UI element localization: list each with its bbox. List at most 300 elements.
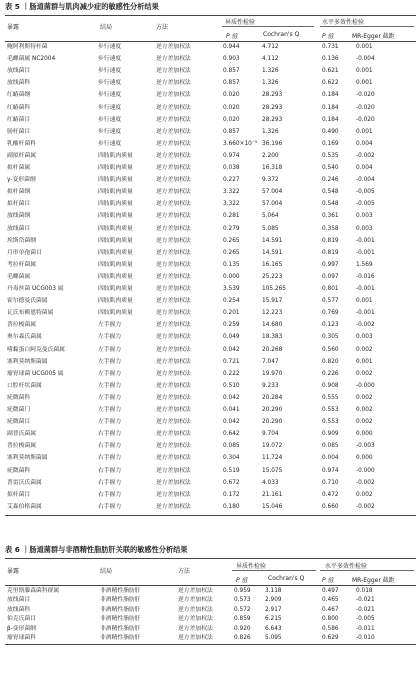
cell-method: 逆方差加权法 <box>156 225 191 232</box>
cell-q: 19.072 <box>262 443 283 450</box>
table5-bottom-rule <box>5 515 416 516</box>
table-row <box>0 140 419 149</box>
cell-egger: 0.001 <box>356 68 373 75</box>
cell-egger: 0.001 <box>356 44 373 50</box>
cell-p2: 0.710 <box>322 479 339 486</box>
cell-exposure: 埃斯岱菌纲 <box>7 237 36 244</box>
cell-q: 5.085 <box>262 225 279 232</box>
t6-header-heterogeneity: 异质性检验 <box>236 563 267 570</box>
cell-outcome: 四肢肌肉质量 <box>98 273 133 280</box>
cell-p2: 0.819 <box>322 249 339 256</box>
table-row <box>0 176 419 185</box>
cell-egger: -0.002 <box>356 152 375 159</box>
cell-method: 逆方差加权法 <box>156 455 191 462</box>
cell-q: 20.290 <box>262 407 283 413</box>
cell-egger: -0.000 <box>356 467 375 474</box>
cell-method: 逆方差加权法 <box>156 358 191 365</box>
cell-q: 14.591 <box>262 237 283 244</box>
table-row <box>0 188 419 197</box>
cell-method: 逆方差加权法 <box>156 394 191 401</box>
cell-q: 14.591 <box>262 249 283 256</box>
table-row <box>0 273 419 282</box>
cell-outcome: 左手握力 <box>98 394 122 401</box>
table-row <box>0 152 419 161</box>
table-row <box>0 615 419 624</box>
cell-exposure: 副拟杆菌属 <box>7 152 36 159</box>
table-row <box>0 116 419 125</box>
table-row <box>0 430 419 439</box>
table-row <box>0 164 419 173</box>
table-row <box>0 225 419 234</box>
cell-exposure: β-变形菌纲 <box>7 625 36 632</box>
cell-exposure: 瘤胃球菌科 <box>7 635 36 641</box>
table-row <box>0 358 419 367</box>
cell-p2: 0.540 <box>322 165 339 171</box>
cell-p: 0.135 <box>223 261 240 268</box>
cell-p: 3.660×10⁻⁵ <box>223 140 258 147</box>
cell-outcome: 四肢肌肉质量 <box>98 165 133 171</box>
cell-egger: -0.020 <box>356 92 375 99</box>
cell-p2: 0.085 <box>322 443 339 450</box>
table-row <box>0 79 419 88</box>
cell-exposure: 口腔杆状菌属 <box>7 382 42 389</box>
cell-q: 5.064 <box>262 213 279 220</box>
cell-outcome: 步行速度 <box>98 56 122 63</box>
cell-q: 18.383 <box>262 334 283 341</box>
cell-outcome: 非酒精性脂肪肝 <box>100 625 141 632</box>
cell-exposure: 伯克氏菌目 <box>7 616 36 623</box>
cell-egger: 0.002 <box>356 370 373 377</box>
table-row <box>0 261 419 270</box>
table-row <box>0 394 419 403</box>
t5-header-exposure: 暴露 <box>7 24 20 31</box>
cell-method: 逆方差加权法 <box>178 625 213 632</box>
cell-p2: 0.361 <box>322 213 339 220</box>
t6-header-exposure: 暴露 <box>7 568 20 575</box>
cell-q: 20.268 <box>262 346 283 353</box>
cell-p: 0.281 <box>223 213 240 220</box>
cell-outcome: 左手握力 <box>98 407 122 413</box>
cell-method: 逆方差加权法 <box>156 128 191 135</box>
table-row <box>0 43 419 52</box>
cell-p2: 0.997 <box>322 261 339 268</box>
cell-exposure: 奥尔森氏菌属 <box>7 334 42 341</box>
cell-method: 逆方差加权法 <box>156 443 191 450</box>
table-row <box>0 237 419 246</box>
t6-heterogeneity-rule <box>232 570 316 571</box>
cell-method: 逆方差加权法 <box>156 92 191 99</box>
cell-outcome: 四肢肌肉质量 <box>98 249 133 256</box>
cell-outcome: 右手握力 <box>98 455 122 462</box>
cell-method: 逆方差加权法 <box>156 261 191 268</box>
cell-method: 逆方差加权法 <box>156 334 191 341</box>
t6-header-rule <box>5 585 416 586</box>
table6-bottom-rule <box>5 644 416 645</box>
cell-exposure: 放线菌目 <box>7 68 31 75</box>
cell-method: 逆方差加权法 <box>156 201 191 208</box>
cell-outcome: 步行速度 <box>98 80 122 87</box>
cell-egger: 0.018 <box>356 588 373 594</box>
cell-egger: -0.011 <box>356 625 375 632</box>
cell-exposure: 考拉杆菌属 <box>7 261 36 268</box>
cell-p2: 0.660 <box>322 503 339 510</box>
cell-method: 逆方差加权法 <box>156 370 191 377</box>
cell-p2: 0.622 <box>322 80 339 87</box>
cell-p2: 0.908 <box>322 382 339 389</box>
cell-q: 28.293 <box>262 104 283 111</box>
table-row <box>0 128 419 137</box>
cell-p: 0.041 <box>223 407 240 413</box>
cell-egger: 0.000 <box>356 431 373 438</box>
cell-q: 2.917 <box>265 606 282 613</box>
table-row <box>0 370 419 379</box>
cell-method: 逆方差加权法 <box>178 588 213 594</box>
t5-header-p2: P 值 <box>322 33 334 40</box>
cell-egger: -0.003 <box>356 443 375 450</box>
cell-outcome: 步行速度 <box>98 140 122 147</box>
table-row <box>0 479 419 488</box>
cell-q: 6.643 <box>265 625 282 632</box>
cell-outcome: 步行速度 <box>98 44 122 50</box>
cell-egger: -0.021 <box>356 606 375 613</box>
cell-p: 0.265 <box>223 249 240 256</box>
cell-exposure: 放线菌目 <box>7 597 31 604</box>
table-row <box>0 212 419 221</box>
cell-p: 0.857 <box>223 80 240 87</box>
cell-method: 逆方差加权法 <box>156 44 191 50</box>
table-row <box>0 321 419 330</box>
cell-egger: 0.003 <box>356 213 373 220</box>
cell-exposure: 红蝽菌目 <box>7 116 31 123</box>
cell-outcome: 非酒精性脂肪肝 <box>100 616 141 623</box>
table-row <box>0 454 419 463</box>
cell-p2: 0.548 <box>322 189 339 196</box>
cell-method: 逆方差加权法 <box>156 491 191 498</box>
table-row <box>0 382 419 391</box>
cell-method: 逆方差加权法 <box>156 310 191 317</box>
cell-method: 逆方差加权法 <box>156 346 191 353</box>
t6-header-q: Cochran's Q <box>268 575 305 582</box>
cell-outcome: 左手握力 <box>98 370 122 377</box>
cell-q: 36.196 <box>262 140 283 147</box>
cell-egger: 0.001 <box>356 80 373 87</box>
cell-exposure: 塞利莫纳斯菌属 <box>7 455 48 462</box>
cell-q: 6.215 <box>265 616 282 623</box>
cell-egger: 0.004 <box>356 140 373 147</box>
cell-p: 3.539 <box>223 286 240 292</box>
cell-outcome: 步行速度 <box>98 128 122 135</box>
cell-q: 4.712 <box>262 44 279 50</box>
cell-exposure: 疣微菌科 <box>7 394 31 401</box>
cell-p2: 0.472 <box>322 491 339 498</box>
cell-exposure: 放线菌纲 <box>7 213 31 220</box>
cell-p: 0.642 <box>223 431 240 438</box>
cell-p: 0.201 <box>223 310 240 317</box>
cell-egger: -0.001 <box>356 249 375 256</box>
cell-method: 逆方差加权法 <box>156 56 191 63</box>
cell-p: 0.254 <box>223 298 240 305</box>
table-row <box>0 606 419 615</box>
cell-exposure: 放线菌科 <box>7 606 31 613</box>
cell-p2: 0.974 <box>322 467 339 474</box>
cell-egger: 0.000 <box>356 455 373 462</box>
cell-outcome: 四肢肌肉质量 <box>98 189 133 196</box>
cell-p2: 0.553 <box>322 407 339 413</box>
cell-q: 9.372 <box>262 177 279 184</box>
cell-q: 1.326 <box>262 68 279 75</box>
cell-outcome: 四肢肌肉质量 <box>98 225 133 232</box>
table-row <box>0 467 419 476</box>
cell-method: 逆方差加权法 <box>156 467 191 474</box>
cell-p2: 0.769 <box>322 310 339 317</box>
cell-p2: 0.586 <box>322 625 339 632</box>
cell-p: 0.721 <box>223 358 240 365</box>
cell-egger: -0.004 <box>356 56 375 63</box>
table6-top-rule <box>5 558 416 559</box>
cell-p2: 0.465 <box>322 597 339 604</box>
cell-method: 逆方差加权法 <box>156 116 191 123</box>
cell-outcome: 非酒精性脂肪肝 <box>100 597 141 604</box>
cell-method: 逆方差加权法 <box>178 635 213 641</box>
cell-q: 3.118 <box>265 588 282 594</box>
cell-p2: 0.819 <box>322 237 339 244</box>
cell-p2: 0.136 <box>322 56 339 63</box>
cell-p: 0.959 <box>234 588 251 594</box>
t5-header-outcome: 结局 <box>100 24 113 31</box>
cell-outcome: 左手握力 <box>98 358 122 365</box>
cell-p2: 0.629 <box>322 635 339 641</box>
cell-p2: 0.535 <box>322 152 339 159</box>
cell-p2: 0.801 <box>322 286 339 292</box>
cell-outcome: 非酒精性脂肪肝 <box>100 606 141 613</box>
cell-q: 57.004 <box>262 189 283 196</box>
cell-q: 2.200 <box>262 152 279 159</box>
cell-outcome: 四肢肌肉质量 <box>98 201 133 208</box>
cell-q: 16.318 <box>262 165 283 171</box>
cell-method: 逆方差加权法 <box>156 177 191 184</box>
cell-exposure: 瓦氏布赖恩特菌属 <box>7 310 54 317</box>
cell-method: 逆方差加权法 <box>156 104 191 111</box>
cell-p: 0.857 <box>223 68 240 75</box>
table-row <box>0 418 419 427</box>
cell-egger: -0.020 <box>356 104 375 111</box>
cell-outcome: 右手握力 <box>98 443 122 450</box>
t6-header-method: 方法 <box>178 568 191 575</box>
table-row <box>0 634 419 643</box>
cell-p: 0.042 <box>223 419 240 426</box>
cell-exposure: 副普氏菌属 <box>7 431 36 438</box>
cell-q: 4.112 <box>262 56 279 63</box>
cell-q: 2.909 <box>265 597 282 604</box>
cell-p2: 0.467 <box>322 606 339 613</box>
table5-top-rule <box>5 15 416 16</box>
cell-p: 0.304 <box>223 455 240 462</box>
cell-p: 0.920 <box>234 625 251 632</box>
cell-p: 0.944 <box>223 44 240 50</box>
table-row <box>0 55 419 64</box>
cell-p2: 0.358 <box>322 225 339 232</box>
cell-outcome: 左手握力 <box>98 346 122 353</box>
cell-p2: 0.731 <box>322 44 339 50</box>
t6-header-pleiotropy: 水平多效性检验 <box>325 563 368 570</box>
cell-p2: 0.184 <box>322 92 339 99</box>
cell-egger: -0.021 <box>356 597 375 604</box>
cell-p: 0.038 <box>223 165 240 171</box>
cell-outcome: 步行速度 <box>98 92 122 99</box>
table-row <box>0 333 419 342</box>
cell-p2: 0.305 <box>322 334 339 341</box>
cell-exposure: 嗜黏蛋白阿克曼氏菌属 <box>7 346 65 353</box>
cell-p: 0.573 <box>234 597 251 604</box>
cell-p2: 0.577 <box>322 298 339 305</box>
cell-p2: 0.820 <box>322 358 339 365</box>
cell-p2: 0.123 <box>322 322 339 329</box>
cell-egger: -0.000 <box>356 382 375 389</box>
table-row <box>0 67 419 76</box>
cell-method: 逆方差加权法 <box>156 68 191 75</box>
cell-egger: -0.001 <box>356 310 375 317</box>
cell-method: 逆方差加权法 <box>178 606 213 613</box>
cell-p2: 0.553 <box>322 419 339 426</box>
cell-p2: 0.621 <box>322 68 339 75</box>
table-row <box>0 491 419 500</box>
cell-p: 0.172 <box>223 491 240 498</box>
cell-outcome: 右手握力 <box>98 503 122 510</box>
cell-q: 28.293 <box>262 92 283 99</box>
cell-method: 逆方差加权法 <box>156 407 191 413</box>
cell-exposure: 肠杆菌目 <box>7 128 31 135</box>
cell-p: 0.020 <box>223 116 240 123</box>
cell-p: 0.222 <box>223 370 240 377</box>
cell-p: 0.826 <box>234 635 251 641</box>
cell-p: 0.279 <box>223 225 240 232</box>
cell-method: 逆方差加权法 <box>156 273 191 280</box>
t6-header-outcome: 结局 <box>100 568 113 575</box>
t5-header-heterogeneity: 异质性检验 <box>225 19 256 26</box>
cell-p: 0.672 <box>223 479 240 486</box>
cell-q: 9.704 <box>262 431 279 438</box>
cell-exposure: 霍尔德曼氏菌属 <box>7 298 48 305</box>
cell-p2: 0.169 <box>322 140 339 147</box>
cell-egger: 0.004 <box>356 165 373 171</box>
cell-outcome: 四肢肌肉质量 <box>98 213 133 220</box>
table-row <box>0 285 419 294</box>
cell-q: 16.165 <box>262 261 283 268</box>
cell-q: 1.326 <box>262 128 279 135</box>
cell-method: 逆方差加权法 <box>156 140 191 147</box>
t6-header-egger: MR-Egger 截距 <box>352 577 395 584</box>
t5-header-method: 方法 <box>156 24 169 31</box>
table-row <box>0 297 419 306</box>
cell-exposure: 普拉梭菌属 <box>7 443 36 450</box>
cell-outcome: 四肢肌肉质量 <box>98 177 133 184</box>
cell-exposure: γ-变形菌纲 <box>7 177 36 184</box>
cell-q: 105.265 <box>262 286 286 292</box>
cell-q: 5.095 <box>265 635 282 641</box>
table-row <box>0 625 419 634</box>
cell-outcome: 四肢肌肉质量 <box>98 286 133 292</box>
cell-outcome: 右手握力 <box>98 479 122 486</box>
cell-egger: 0.003 <box>356 334 373 341</box>
cell-exposure: 月形单孢菌目 <box>7 249 42 256</box>
cell-p2: 0.184 <box>322 116 339 123</box>
cell-method: 逆方差加权法 <box>156 286 191 292</box>
cell-egger: 0.001 <box>356 298 373 305</box>
cell-p: 0.903 <box>223 56 240 63</box>
cell-exposure: 红蝽菌纲 <box>7 92 31 99</box>
table-row <box>0 503 419 512</box>
cell-outcome: 左手握力 <box>98 419 122 426</box>
table5-title: 表 5 ｜肠道菌群与肌肉减少症的敏感性分析结果 <box>5 2 159 11</box>
cell-egger: -0.005 <box>356 616 375 623</box>
cell-exposure: 普拉梭菌属 <box>7 322 36 329</box>
cell-q: 25.223 <box>262 273 283 280</box>
cell-method: 逆方差加权法 <box>156 503 191 510</box>
cell-outcome: 右手握力 <box>98 491 122 498</box>
cell-exposure: 普雷沃氏菌属 <box>7 479 42 486</box>
table-row <box>0 249 419 258</box>
cell-egger: 1.569 <box>356 261 373 268</box>
cell-q: 11.724 <box>262 455 283 462</box>
cell-exposure: 放线菌目 <box>7 225 31 232</box>
cell-outcome: 四肢肌肉质量 <box>98 310 133 317</box>
cell-q: 9.233 <box>262 382 279 389</box>
cell-outcome: 左手握力 <box>98 322 122 329</box>
cell-egger: 0.002 <box>356 394 373 401</box>
t5-heterogeneity-rule <box>222 26 314 27</box>
cell-exposure: 拟杆菌目 <box>7 201 31 208</box>
cell-p: 0.227 <box>223 177 240 184</box>
cell-p2: 0.490 <box>322 128 339 135</box>
cell-egger: -0.005 <box>356 189 375 196</box>
cell-p: 0.042 <box>223 394 240 401</box>
cell-q: 20.284 <box>262 394 283 401</box>
cell-p: 0.049 <box>223 334 240 341</box>
cell-outcome: 四肢肌肉质量 <box>98 298 133 305</box>
t5-header-egger: MR-Egger 截距 <box>352 33 395 40</box>
cell-outcome: 步行速度 <box>98 68 122 75</box>
cell-outcome: 右手握力 <box>98 431 122 438</box>
cell-q: 28.293 <box>262 116 283 123</box>
cell-q: 57.004 <box>262 201 283 208</box>
cell-exposure: 塞利莫纳斯菌属 <box>7 358 48 365</box>
cell-exposure: 拟杆菌目 <box>7 491 31 498</box>
cell-exposure: 疣微菌门 <box>7 407 31 413</box>
cell-egger: -0.016 <box>356 273 375 280</box>
cell-outcome: 步行速度 <box>98 116 122 123</box>
cell-outcome: 四肢肌肉质量 <box>98 152 133 159</box>
cell-q: 1.326 <box>262 80 279 87</box>
cell-p2: 0.184 <box>322 104 339 111</box>
cell-p2: 0.548 <box>322 201 339 208</box>
cell-q: 14.680 <box>262 322 283 329</box>
cell-method: 逆方差加权法 <box>156 237 191 244</box>
cell-method: 逆方差加权法 <box>156 431 191 438</box>
cell-p2: 0.097 <box>322 273 339 280</box>
cell-method: 逆方差加权法 <box>156 152 191 159</box>
cell-outcome: 非酒精性脂肪肝 <box>100 635 141 641</box>
cell-egger: -0.020 <box>356 116 375 123</box>
cell-p: 0.020 <box>223 104 240 111</box>
cell-egger: -0.005 <box>356 201 375 208</box>
cell-egger: 0.002 <box>356 419 373 426</box>
t6-header-p: P 值 <box>236 577 248 584</box>
cell-outcome: 四肢肌肉质量 <box>98 261 133 268</box>
cell-p2: 0.497 <box>322 588 339 594</box>
cell-outcome: 步行速度 <box>98 104 122 111</box>
cell-p: 0.510 <box>223 382 240 389</box>
cell-exposure: 疣微菌科 <box>7 467 31 474</box>
